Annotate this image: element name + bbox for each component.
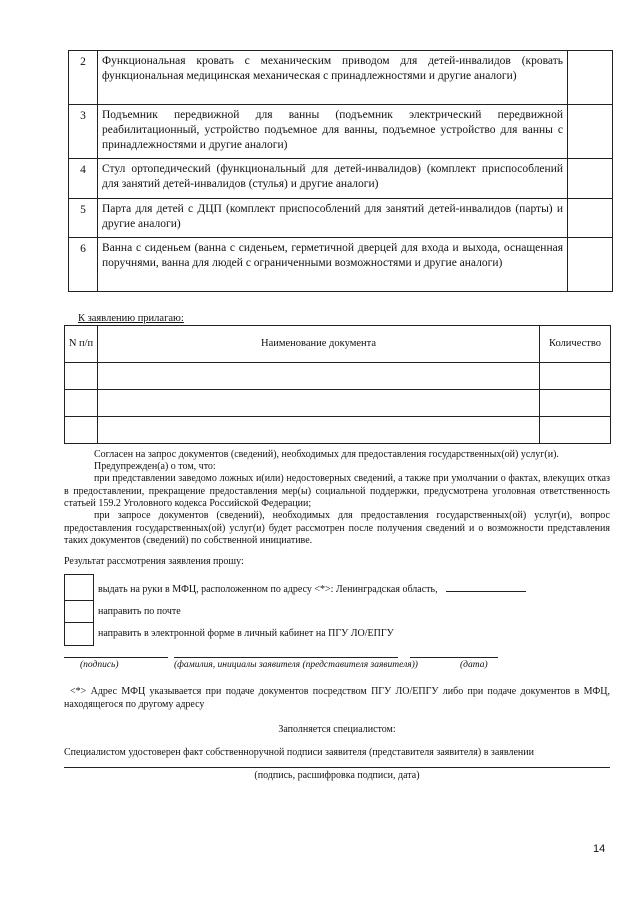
- item-number: 6: [69, 238, 98, 292]
- column-header-number: N п/п: [65, 326, 98, 363]
- consent-false-info: при представлении заведомо ложных и(или) недостоверных сведений, а также при умолчании о фактах, влекущих отказ в предоставлении, прекращение предоставления мер(ы) социальной поддержки, предусмотрена уголовная ответственность статьей 159.2 Уголовного кодекса Российской Федерации;: [64, 473, 610, 509]
- item-description: Ванна с сиденьем (ванна с сиденьем, герметичной дверцей для входа и выхода, оснащенная поручнями, ванна для людей с ограниченными возможностями и другие аналоги): [98, 238, 568, 292]
- item-quantity-cell: [568, 105, 613, 159]
- option-checkbox-mfc[interactable]: [64, 574, 94, 602]
- option-mfc: [98, 582, 526, 595]
- item-description: Подъемник передвижной для ванны (подъемник электрический передвижной реабилитационный, устройство подъемное для ванны, подъемное устройство для ванны с принадлежностями и другие аналоги): [98, 105, 568, 159]
- equipment-table: [68, 50, 613, 292]
- item-number: 3: [69, 105, 98, 159]
- item-description: Парта для детей с ДЦП (комплект приспособлений для занятий детей-инвалидов (парты) и другие аналоги): [98, 199, 568, 238]
- address-fill-line: [446, 582, 526, 592]
- name-caption: (фамилия, инициалы заявителя (представителя заявителя)): [174, 660, 418, 670]
- table-row: [69, 199, 613, 238]
- specialist-caption: (подпись, расшифровка подписи, дата): [254, 770, 420, 781]
- item-number: 4: [69, 159, 98, 199]
- item-quantity-cell: [568, 238, 613, 292]
- item-description: Стул ортопедический (функциональный для детей-инвалидов) (комплект приспособлений для занятий детей-инвалидов (стулья) и другие аналоги): [98, 159, 568, 199]
- specialist-signature-line: [64, 767, 610, 768]
- item-number: 2: [69, 51, 98, 105]
- table-row: [65, 390, 611, 417]
- item-quantity-cell: [568, 159, 613, 199]
- date-caption: (дата): [460, 660, 488, 670]
- item-number: 5: [69, 199, 98, 238]
- consent-agree: Согласен на запрос документов (сведений), необходимых для предоставления государственных(ой) услуг(и).: [94, 449, 559, 460]
- item-description: Функциональная кровать с механическим приводом для детей-инвалидов (кровать функциональная медицинская механическая с принадлежностями и другие аналоги): [98, 51, 568, 105]
- consent-warned: Предупрежден(а) о том, что:: [94, 461, 216, 472]
- specialist-text: Специалистом удостоверен факт собственноручной подписи заявителя (представителя заявителя) в заявлении: [64, 747, 534, 758]
- table-row: [69, 159, 613, 199]
- option-checkbox-electronic[interactable]: [64, 622, 94, 646]
- item-quantity-cell: [568, 51, 613, 105]
- footnote: <*> Адрес МФЦ указывается при подаче документов посредством ПГУ ЛО/ЕПГУ либо при подаче документов в МФЦ, находящегося по другому адресу: [64, 686, 610, 710]
- date-line: [410, 657, 498, 658]
- attachments-label: К заявлению прилагаю:: [78, 313, 184, 324]
- specialist-heading: Заполняется специалистом:: [278, 724, 396, 735]
- table-row: [69, 238, 613, 292]
- result-title: Результат рассмотрения заявления прошу:: [64, 556, 244, 567]
- name-line: [174, 657, 398, 658]
- table-row: [65, 363, 611, 390]
- consent-request: при запросе документов (сведений), необходимых для предоставления государственных(ой) услуг(и), вопрос предоставления государственных(ой) услуг(и) будет рассмотрен после получения сведений и о возможности представления таких документов (сведений) по собственной инициативе.: [64, 510, 610, 546]
- attachments-table: [64, 325, 611, 444]
- option-checkbox-post[interactable]: [64, 600, 94, 624]
- table-row: [65, 417, 611, 444]
- option-electronic: направить в электронной форме в личный кабинет на ПГУ ЛО/ЕПГУ: [98, 628, 394, 639]
- table-row: [69, 105, 613, 159]
- column-header-quantity: Количество: [540, 326, 611, 363]
- table-header-row: [65, 326, 611, 363]
- option-mfc-label: выдать на руки в МФЦ, расположенном по адресу <*>: Ленинградская область,: [98, 584, 438, 595]
- option-post: направить по почте: [98, 606, 181, 617]
- table-row: [69, 51, 613, 105]
- signature-line: [64, 657, 168, 658]
- page-number: 14: [593, 843, 606, 855]
- signature-caption: (подпись): [80, 660, 119, 670]
- column-header-name: Наименование документа: [98, 326, 540, 363]
- item-quantity-cell: [568, 199, 613, 238]
